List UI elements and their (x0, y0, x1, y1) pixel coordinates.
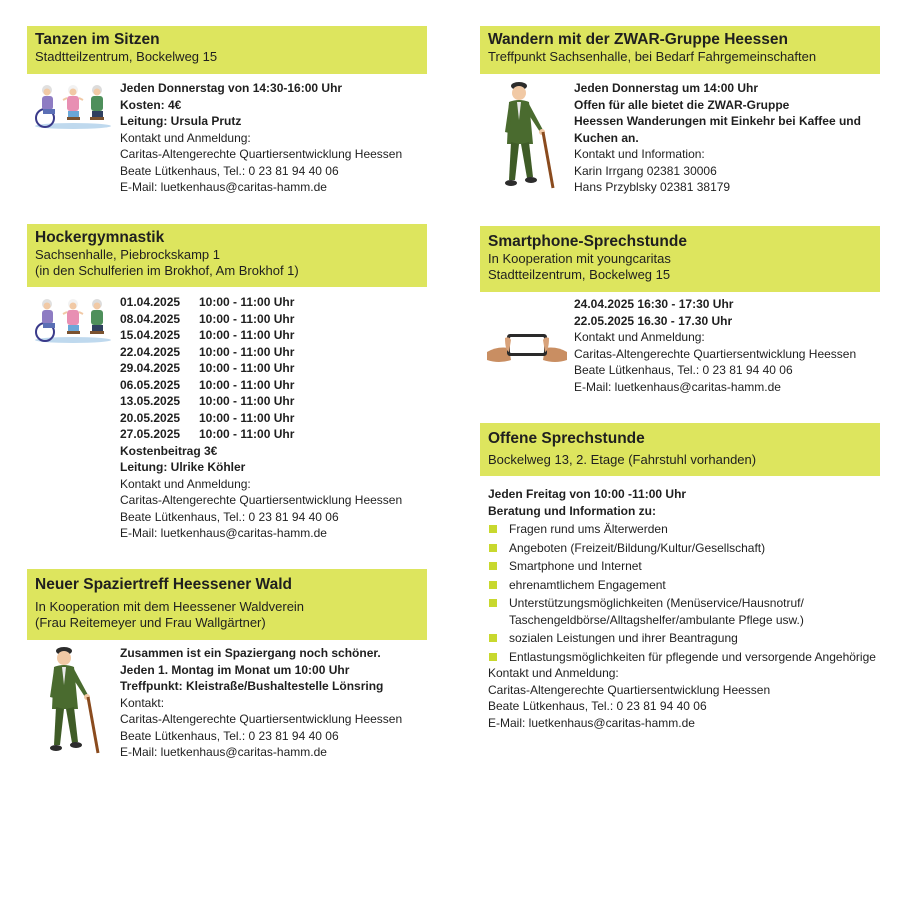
schedule-time: 10:00 - 11:00 Uhr (199, 427, 295, 441)
contact-label: Kontakt und Anmeldung: (120, 130, 251, 145)
list-item (488, 630, 888, 647)
card-subtitle: Bockelweg 13, 2. Etage (Fahrstuhl vorhanden) (488, 452, 757, 467)
card-body-offene-sprechstunde (488, 486, 888, 731)
list-item (488, 595, 888, 628)
card-title: Smartphone-Sprechstunde (488, 233, 687, 250)
card-header (27, 224, 427, 287)
bullet-icon (489, 525, 497, 533)
cost-text: Kosten: 4€ (120, 97, 182, 112)
schedule-row (120, 360, 420, 377)
schedule-text: Jeden Donnerstag von 14:30-16:00 Uhr (120, 81, 343, 95)
phone-text: Beate Lütkenhaus, Tel.: 0 23 81 94 40 06 (488, 699, 707, 713)
email-text: E-Mail: luetkenhaus@caritas-hamm.de (488, 715, 695, 730)
list-item-text-wrap (509, 595, 804, 628)
card-body-wandern (574, 80, 874, 196)
card-title: Tanzen im Sitzen (35, 31, 160, 48)
email-text: E-Mail: luetkenhaus@caritas-hamm.de (120, 180, 327, 194)
walking-senior-illustration (42, 645, 104, 757)
contact-person-text: Karin Irrgang 02381 30006 (574, 163, 717, 178)
schedule-time: 10:00 - 11:00 Uhr (199, 361, 295, 375)
card-subtitle: Stadtteilzentrum, Bockelweg 15 (488, 267, 671, 282)
card-header (480, 226, 880, 292)
schedule-date: 08.04.2025 (120, 311, 181, 326)
card-subtitle: Stadtteilzentrum, Bockelweg 15 (35, 49, 218, 64)
list-item (488, 649, 888, 666)
list-item (488, 577, 888, 594)
seated-seniors-illustration (33, 296, 113, 344)
card-hocker (27, 224, 427, 287)
schedule-time: 10:00 - 11:00 Uhr (199, 295, 295, 309)
organization-text: Caritas-Altengerechte Quartiersentwicklung Heessen (574, 346, 857, 361)
card-title: Neuer Spaziertreff Heessener Wald (35, 576, 292, 593)
contact-label: Kontakt und Anmeldung: (120, 476, 251, 491)
contact-label: Kontakt: (120, 695, 165, 710)
card-tanzen (27, 26, 427, 74)
schedule-date: 06.05.2025 (120, 377, 181, 392)
phone-text: Beate Lütkenhaus, Tel.: 0 23 81 94 40 06 (574, 363, 793, 377)
schedule-row (120, 344, 420, 361)
schedule-time: 10:00 - 11:00 Uhr (199, 410, 295, 425)
card-body-spaziertreff (120, 645, 420, 761)
organization-text: Caritas-Altengerechte Quartiersentwicklung Heessen (120, 712, 403, 726)
phone-text: Beate Lütkenhaus, Tel.: 0 23 81 94 40 06 (120, 728, 339, 743)
list-item (488, 521, 888, 538)
card-title: Hockergymnastik (35, 229, 165, 246)
card-body-smartphone (574, 296, 874, 395)
topics-label: Beratung und Information zu: (488, 503, 656, 518)
contact-label: Kontakt und Information: (574, 147, 705, 161)
phone-text: Beate Lütkenhaus, Tel.: 0 23 81 94 40 06 (120, 163, 339, 178)
list-item-text: Unterstützungsmöglichkeiten (Menüservice/Hausnotruf/ (509, 596, 804, 610)
card-offene-sprechstunde (480, 423, 880, 476)
list-item-text: Fragen rund ums Älterwerden (509, 522, 668, 536)
email-text: E-Mail: luetkenhaus@caritas-hamm.de (120, 526, 327, 540)
description-text: Offen für alle bietet die ZWAR-Gruppe (574, 97, 790, 112)
schedule-date: 20.05.2025 (120, 410, 181, 425)
organization-text: Caritas-Altengerechte Quartiersentwicklung Heessen (120, 493, 403, 507)
seated-seniors-illustration (33, 82, 113, 130)
schedule-row (120, 327, 420, 344)
schedule-time: 10:00 - 11:00 Uhr (199, 311, 295, 326)
smartphone-hands-illustration (487, 330, 567, 366)
walking-senior-illustration (497, 80, 559, 192)
bullet-icon (489, 634, 497, 642)
card-subtitle: (Frau Reitemeyer und Frau Wallgärtner) (35, 615, 266, 630)
contact-label: Kontakt und Anmeldung: (488, 666, 619, 680)
leader-text: Leitung: Ursula Prutz (120, 114, 242, 128)
schedule-text: Jeden Donnerstag um 14:00 Uhr (574, 81, 759, 95)
card-spaziertreff (27, 569, 427, 640)
list-item-text: ehrenamtlichem Engagement (509, 577, 666, 592)
card-subtitle: In Kooperation mit dem Heessener Waldverein (35, 599, 305, 614)
schedule-time: 10:00 - 11:00 Uhr (199, 344, 295, 359)
leader-text: Leitung: Ulrike Köhler (120, 460, 246, 474)
card-subtitle: Treffpunkt Sachsenhalle, bei Bedarf Fahrgemeinschaften (488, 49, 817, 64)
contact-label: Kontakt und Anmeldung: (574, 330, 705, 344)
schedule-text: Jeden Freitag von 10:00 -11:00 Uhr (488, 487, 687, 501)
date-text: 22.05.2025 16.30 - 17.30 Uhr (574, 313, 733, 328)
description-text: Kuchen an. (574, 130, 639, 145)
bullet-icon (489, 599, 497, 607)
list-item-text: sozialen Leistungen und ihrer Beantragung (509, 631, 738, 645)
schedule-date: 15.04.2025 (120, 328, 181, 342)
bullet-icon (489, 581, 497, 589)
card-title: Offene Sprechstunde (488, 430, 645, 447)
card-subtitle: In Kooperation mit youngcaritas (488, 251, 671, 266)
schedule-date: 22.04.2025 (120, 344, 181, 359)
card-body-tanzen (120, 80, 420, 196)
schedule-date: 27.05.2025 (120, 427, 181, 441)
organization-text: Caritas-Altengerechte Quartiersentwicklung Heessen (120, 147, 403, 161)
contact-person-text: Hans Przyblsky 02381 38179 (574, 180, 731, 194)
list-item (488, 558, 888, 575)
list-item (488, 540, 888, 557)
card-header (27, 569, 427, 640)
schedule-date: 01.04.2025 (120, 295, 181, 309)
meeting-point-text: Treffpunkt: Kleistraße/Bushaltestelle Lönsring (120, 679, 384, 693)
bullet-icon (489, 562, 497, 570)
schedule-time: 10:00 - 11:00 Uhr (199, 394, 295, 408)
card-body-hocker (120, 294, 420, 542)
schedule-time: 10:00 - 11:00 Uhr (199, 377, 295, 392)
card-header (480, 26, 880, 74)
schedule-time: 10:00 - 11:00 Uhr (199, 328, 295, 342)
list-item-text: Angeboten (Freizeit/Bildung/Kultur/Gesellschaft) (509, 540, 766, 555)
email-text: E-Mail: luetkenhaus@caritas-hamm.de (120, 745, 327, 759)
organization-text: Caritas-Altengerechte Quartiersentwicklung Heessen (488, 682, 771, 697)
tagline-text: Zusammen ist ein Spaziergang noch schöner. (120, 646, 381, 660)
schedule-row (120, 377, 420, 394)
list-item-text: Entlastungsmöglichkeiten für pflegende und versorgende Angehörige (509, 649, 876, 664)
date-list (120, 294, 420, 443)
list-item-text: Smartphone und Internet (509, 559, 642, 573)
card-header (480, 423, 880, 476)
bullet-icon (489, 544, 497, 552)
schedule-row (120, 311, 420, 328)
card-header (27, 26, 427, 74)
card-subtitle: Sachsenhalle, Piebrockskamp 1 (35, 247, 220, 262)
card-smartphone (480, 226, 880, 292)
phone-text: Beate Lütkenhaus, Tel.: 0 23 81 94 40 06 (120, 509, 339, 524)
card-wandern (480, 26, 880, 74)
schedule-row (120, 393, 420, 410)
description-text: Heessen Wanderungen mit Einkehr bei Kaffee und (574, 114, 861, 128)
card-subtitle: (in den Schulferien im Brokhof, Am Brokhof 1) (35, 263, 299, 278)
cost-text: Kostenbeitrag 3€ (120, 443, 218, 458)
schedule-row (120, 410, 420, 427)
schedule-date: 29.04.2025 (120, 361, 181, 375)
card-title: Wandern mit der ZWAR-Gruppe Heessen (488, 31, 788, 48)
schedule-row (120, 294, 420, 311)
schedule-date: 13.05.2025 (120, 394, 181, 408)
date-text: 24.04.2025 16:30 - 17:30 Uhr (574, 297, 734, 311)
schedule-text: Jeden 1. Montag im Monat um 10:00 Uhr (120, 662, 350, 677)
list-item-text: Taschengeldbörse/Alltagshelfer/ambulante Pflege usw.) (509, 612, 804, 627)
schedule-row (120, 426, 420, 443)
bullet-icon (489, 653, 497, 661)
email-text: E-Mail: luetkenhaus@caritas-hamm.de (574, 379, 781, 394)
